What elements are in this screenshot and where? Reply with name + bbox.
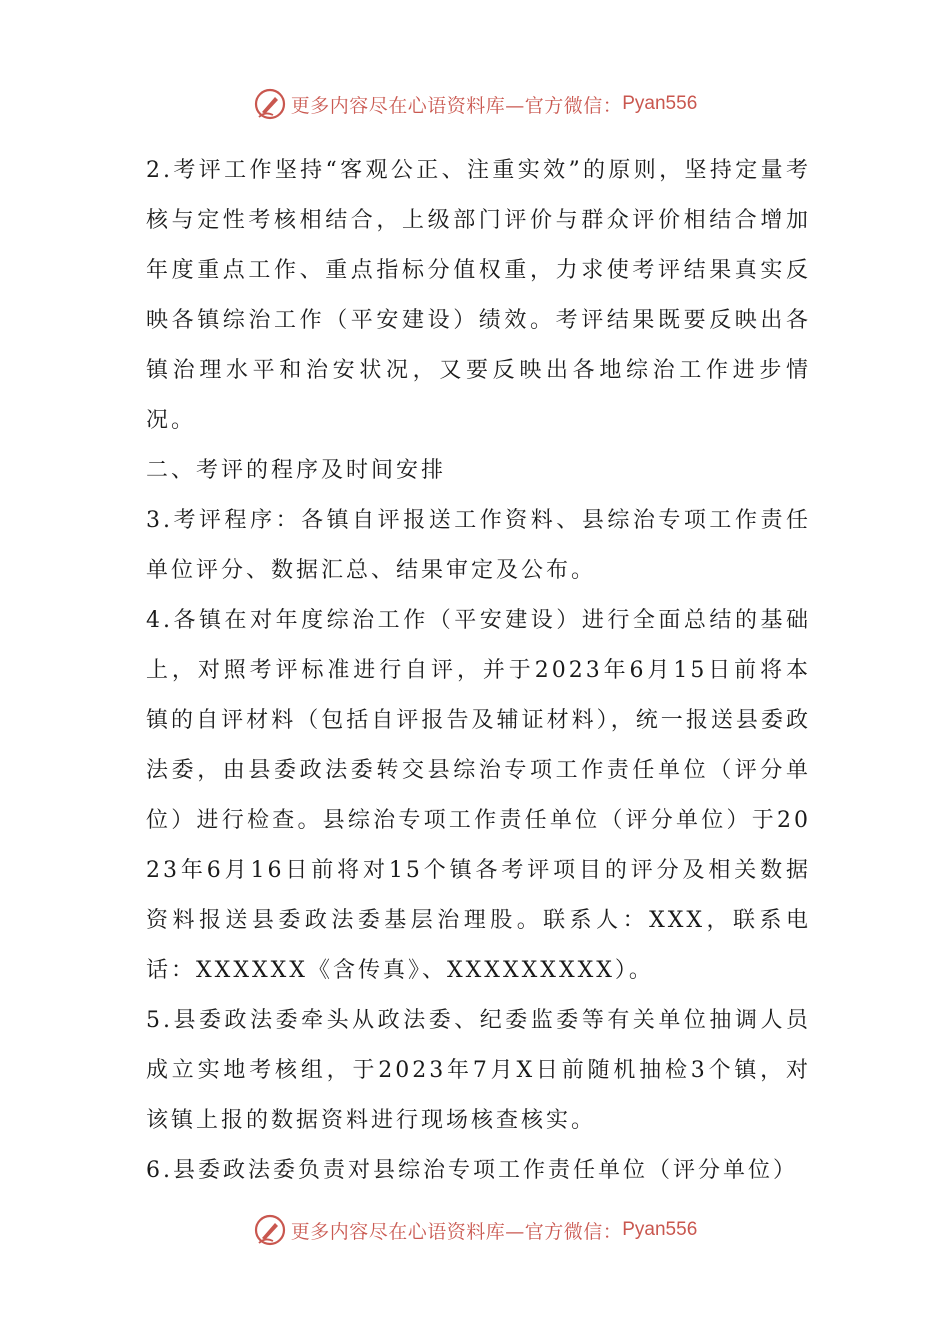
paragraph-item-6: 6.县委政法委负责对县综治专项工作责任单位（评分单位） — [146, 1158, 798, 1183]
pen-logo-icon — [253, 87, 287, 121]
paragraph-item-3: 3.考评程序：各镇自评报送工作资料、县综治专项工作责任单位评分、数据汇总、结果审定及公布。 — [146, 508, 811, 583]
document-body — [146, 146, 811, 1196]
watermark-wechat-id: Pyan556 — [622, 1219, 698, 1240]
paragraph-item-2: 2.考评工作坚持“客观公正、注重实效”的原则，坚持定量考核与定性考核相结合，上级部门评价与群众评价相结合增加年度重点工作、重点指标分值权重，力求使考评结果真实反映各镇综治工作（平安建设）绩效。考评结果既要反映出各镇治理水平和治安状况，又要反映出各地综治工作进步情况。 — [146, 158, 811, 433]
pen-logo-icon — [253, 1213, 287, 1247]
footer-watermark — [0, 1210, 950, 1250]
paragraph-item-4: 4.各镇在对年度综治工作（平安建设）进行全面总结的基础上，对照考评标准进行自评，并于2023年6月15日前将本镇的自评材料（包括自评报告及辅证材料），统一报送县委政法委，由县委政法委转交县综治专项工作责任单位（评分单位）进行检查。县综治专项工作责任单位（评分单位）于2023年6月16日前将对15个镇各考评项目的评分及相关数据资料报送县委政法委基层治理股。联系人：XXX，联系电话：XXXXXX《含传真》、XXXXXXXXX）。 — [146, 608, 811, 983]
paragraph-item-5: 5.县委政法委牵头从政法委、纪委监委等有关单位抽调人员成立实地考核组，于2023年7月X日前随机抽检3个镇，对该镇上报的数据资料进行现场核查核实。 — [146, 1008, 811, 1133]
watermark-text: 更多内容尽在心语资料库—官方微信： — [290, 1220, 623, 1243]
watermark-text: 更多内容尽在心语资料库—官方微信： — [290, 94, 623, 117]
header-watermark — [0, 84, 950, 124]
watermark-wechat-id: Pyan556 — [622, 93, 698, 114]
section-heading: 二、考评的程序及时间安排 — [146, 458, 447, 483]
